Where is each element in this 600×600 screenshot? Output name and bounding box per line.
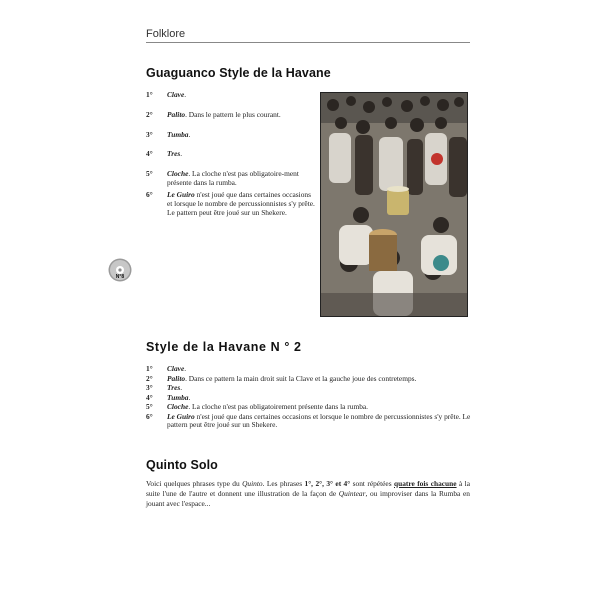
list-item	[146, 90, 316, 99]
list-item	[146, 365, 476, 373]
para-text: . Les phrases	[262, 479, 305, 488]
para-emphasis: quatre fois chacune	[393, 479, 457, 488]
item-text: n'est joué que dans certaines occasions et lorsque le nombre de percussionnistes s'y prête. Le pattern peut être joué sur un Shekere.	[167, 189, 315, 217]
list-item	[146, 384, 476, 392]
list-item	[146, 190, 316, 218]
item-term: Clave	[167, 364, 185, 373]
para-text: sont répétées	[350, 479, 394, 488]
item-number: 5°	[146, 402, 153, 412]
para-phrase-numbers: 1°, 2°, 3° et 4°	[304, 479, 351, 488]
item-number: 3°	[146, 129, 153, 139]
item-term: Tres	[167, 149, 181, 159]
list-item	[146, 403, 476, 411]
item-text: . Dans ce pattern la main droit suit la Clave et la gauche joue des contretemps.	[185, 373, 417, 383]
para-term-quintear: Quintear	[338, 489, 366, 499]
item-term: Le Guiro	[167, 411, 195, 421]
item-text: .	[184, 90, 187, 99]
item-text: . La cloche n'est pas obligatoire-ment présente dans la rumba.	[167, 169, 299, 188]
running-head: Folklore	[146, 28, 186, 40]
item-text: .	[184, 364, 187, 373]
quinto-solo-paragraph	[146, 479, 470, 510]
section-title-quinto-solo: Quinto Solo	[146, 458, 218, 472]
para-term-quinto: Quinto	[242, 479, 263, 488]
para-text: à la suite l'une de l'autre et donnent une illustration de la façon de	[146, 479, 470, 499]
item-text: .	[180, 383, 183, 393]
list-item	[146, 375, 476, 383]
item-term: Palito	[167, 109, 186, 119]
rumba-crowd-photo	[320, 92, 468, 317]
cd-track-label: N°8	[115, 274, 125, 280]
item-term: Cloche	[167, 169, 189, 179]
item-text: . La cloche n'est pas obligatoirement présente dans la rumba.	[188, 402, 369, 412]
item-text: n'est joué que dans certaines occasions et lorsque le nombre de percussionnistes s'y prête. Le pattern peut être joué sur un Shekere.	[167, 411, 471, 430]
item-number: 4°	[146, 149, 153, 159]
header-rule	[146, 42, 470, 43]
section-title-guaguanco: Guaguanco Style de la Havane	[146, 66, 331, 80]
para-text: , ou improviser dans la Rumba en jouant avec l'espace...	[146, 489, 470, 509]
item-number: 1°	[146, 364, 153, 373]
para-text: Voici quelques phrases type du	[146, 479, 243, 488]
item-term: Tumba	[167, 392, 189, 402]
list-item	[146, 110, 316, 119]
item-number: 6°	[146, 189, 153, 199]
item-number: 6°	[146, 411, 153, 421]
item-term: Le Guiro	[167, 189, 195, 199]
list-item	[146, 169, 316, 187]
item-number: 2°	[146, 109, 153, 119]
item-number: 4°	[146, 392, 153, 402]
item-term: Tres	[167, 383, 181, 393]
item-term: Cloche	[167, 402, 189, 412]
instrument-list-1	[146, 90, 316, 219]
item-text: . Dans le pattern le plus courant.	[185, 109, 281, 119]
list-item	[146, 413, 476, 430]
item-number: 3°	[146, 383, 153, 393]
item-number: 5°	[146, 169, 153, 179]
item-term: Tumba	[167, 129, 189, 139]
item-text: .	[180, 149, 183, 159]
item-number: 2°	[146, 373, 153, 383]
item-term: Palito	[167, 373, 186, 383]
list-item	[146, 130, 316, 139]
item-text: .	[188, 129, 191, 139]
item-number: 1°	[146, 90, 153, 99]
list-item	[146, 149, 316, 158]
section-title-havane-2: Style de la Havane N ° 2	[146, 340, 302, 354]
item-text: .	[188, 392, 191, 402]
instrument-list-2	[146, 365, 476, 431]
item-term: Clave	[167, 90, 185, 99]
photo-illustration	[321, 93, 467, 316]
list-item	[146, 394, 476, 402]
